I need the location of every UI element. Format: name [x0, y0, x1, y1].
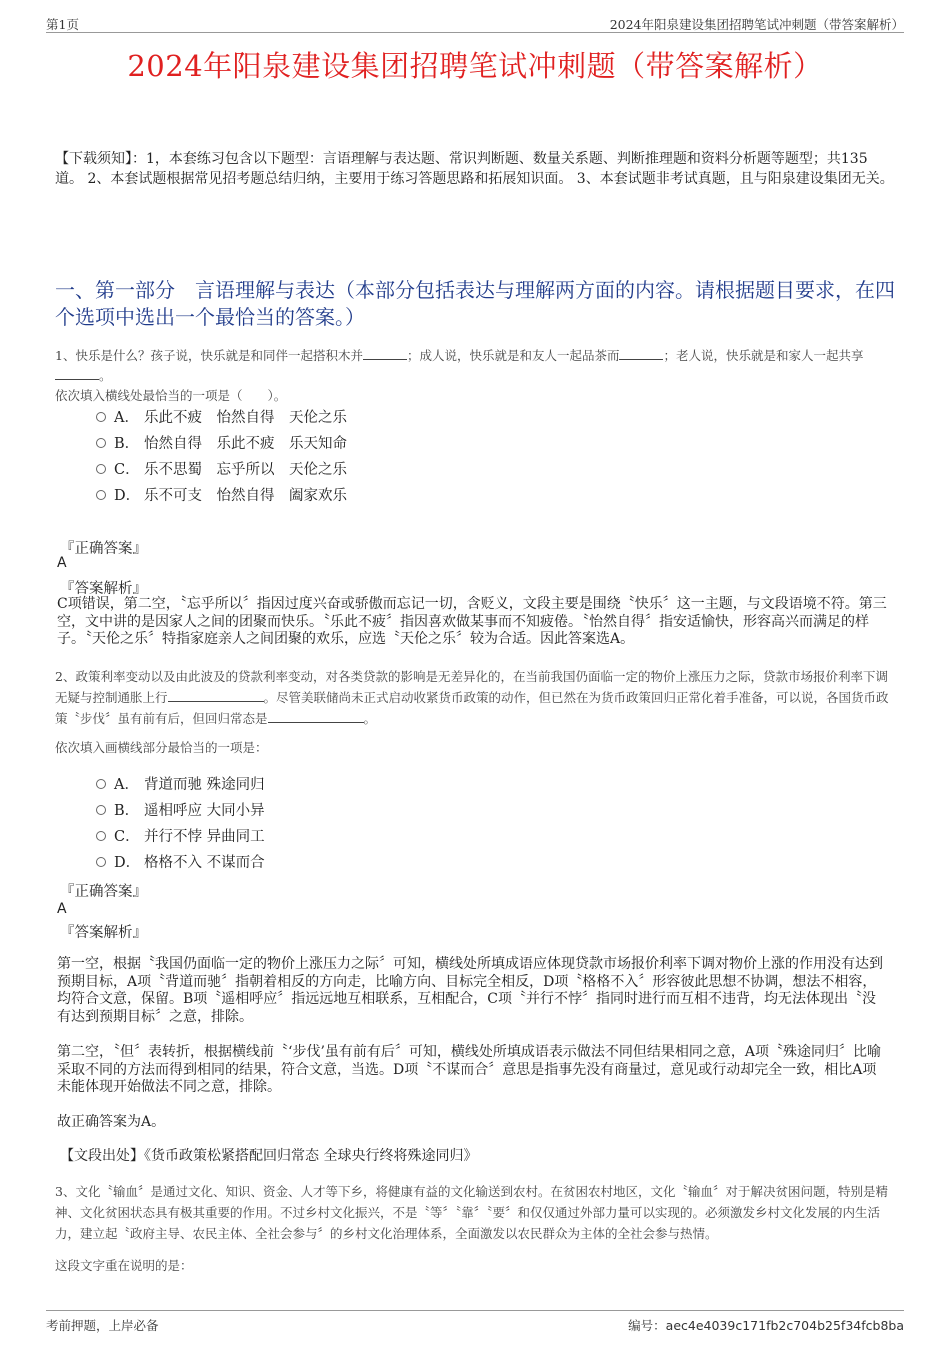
- q1-option-a[interactable]: A． 乐此不疲 怡然自得 天伦之乐: [96, 407, 347, 429]
- q1-option-b[interactable]: B． 怡然自得 乐此不疲 乐天知命: [96, 433, 347, 455]
- radio-icon[interactable]: [96, 805, 106, 815]
- document-title: 2024年阳泉建设集团招聘笔试冲刺题（带答案解析）: [127, 49, 823, 83]
- question-3-instruction: 这段文字重在说明的是：: [55, 1258, 193, 1273]
- page-header: [46, 14, 904, 33]
- radio-icon[interactable]: [96, 490, 106, 500]
- q1-analysis: C项错误，第二空，〝忘乎所以〞指因过度兴奋或骄傲而忘记一切，含贬义，文段主要是围绕〝快乐〞这一主题，与文段语境不符。第三空，文中讲的是因家人之间的团聚而快乐。〝乐此不疲〞指因喜欢做某事而不知疲倦。〝怡然自得〞指安适愉快，形容高兴而满足的样子。〝天伦之乐〞特指家庭亲人之间团聚的欢乐，应选〝天伦之乐〞较为合适。因此答案选A。: [57, 596, 887, 647]
- q2-analysis-paragraph-1: 第一空，根据〝我国仍面临一定的物价上涨压力之际〞可知，横线处所填成语应体现贷款市场报价利率下调对物价上涨的作用没有达到预期目标，A项〝背道而驰〞指朝着相反的方向走，比喻方向、目标完全相反，D项〝格格不入〞形容彼此思想不协调，想法不相容，均符合文意，保留。B项〝遥相呼应〞指远远地互相联系，互相配合，C项〝并行不悖〞指同时进行而互相不违背，均无法体现出〝没有达到预期目标〞之意，排除。: [57, 956, 883, 1025]
- q2-option-a[interactable]: A． 背道而驰 殊途同归: [96, 774, 265, 796]
- radio-icon[interactable]: [96, 779, 106, 789]
- page-footer: [46, 1310, 904, 1331]
- analysis-label: 『答案解析』: [60, 925, 147, 941]
- footer-code: 编号：aec4e4039c171fb2c704b25f34fcb8ba: [628, 1318, 904, 1333]
- footer-slogan: 考前押题，上岸必备: [46, 1318, 159, 1333]
- radio-icon[interactable]: [96, 438, 106, 448]
- q2-analysis-paragraph-2: 第二空，〝但〞表转折，根据横线前〝‘步伐’虽有前有后〞可知，横线处所填成语表示做法不同但结果相同之意，A项〝殊途同归〞比喻采取不同的方法而得到相同的结果，符合文意，当选。D项〝不谋而合〞意思是指事先没有商量过，意见或行动却完全一致，相比A项未能体现开始做法不同之意，排除。: [57, 1044, 882, 1095]
- question-1-instruction: 依次填入横线处最恰当的一项是（ ）。: [55, 388, 287, 403]
- section-heading: 一、第一部分 言语理解与表达（本部分包括表达与理解两方面的内容。请根据题目要求，在四个选项中选出一个最恰当的答案。）: [55, 278, 895, 329]
- q2-answer: A: [57, 901, 67, 917]
- q2-option-b[interactable]: B． 遥相呼应 大同小异: [96, 800, 265, 822]
- radio-icon[interactable]: [96, 464, 106, 474]
- fill-blank: [619, 347, 663, 360]
- q2-option-c[interactable]: C． 并行不悖 异曲同工: [96, 826, 265, 848]
- radio-icon[interactable]: [96, 831, 106, 841]
- q1-answer: A: [57, 555, 67, 571]
- q1-option-c[interactable]: C． 乐不思蜀 忘乎所以 天伦之乐: [96, 459, 347, 481]
- question-3-stem: 3、文化〝输血〞是通过文化、知识、资金、人才等下乡，将健康有益的文化输送到农村。在贫困农村地区，文化〝输血〞对于解决贫困问题，特别是精神、文化贫困状态具有极其重要的作用。不过乡村文化振兴，不是〝等〞〝靠〞〝要〞和仅仅通过外部力量可以实现的。必须激发乡村文化发展的内生活力，建立起〝政府主导、农民主体、全社会参与〞的乡村文化治理体系，全面激发以农民群众为主体的全社会参与热情。: [55, 1184, 888, 1241]
- fill-blank: [55, 367, 99, 380]
- fill-blank: [363, 347, 407, 360]
- question-2-instruction: 依次填入画横线部分最恰当的一项是：: [55, 740, 268, 755]
- q1-option-d[interactable]: D． 乐不可支 怡然自得 阖家欢乐: [96, 485, 347, 507]
- page-number: 第1页: [46, 17, 79, 32]
- download-notice: 【下载须知】：1，本套练习包含以下题型：言语理解与表达题、常识判断题、数量关系题、判断推理题和资料分析题等题型；共135道。 2、本套试题根据常见招考题总结归纳，主要用于练习答题思路和拓展知识面。 3、本套试题非考试真题，且与阳泉建设集团无关。: [55, 151, 894, 187]
- q2-option-d[interactable]: D． 格格不入 不谋而合: [96, 852, 265, 874]
- header-doc-title: 2024年阳泉建设集团招聘笔试冲刺题（带答案解析）: [609, 17, 904, 32]
- radio-icon[interactable]: [96, 857, 106, 867]
- correct-answer-label: 『正确答案』: [60, 884, 147, 900]
- correct-answer-label: 『正确答案』: [60, 541, 147, 557]
- analysis-label: 『答案解析』: [60, 581, 147, 597]
- fill-blank: [268, 710, 364, 723]
- fill-blank: [168, 689, 264, 702]
- q2-source: 【文段出处】《货币政策松紧搭配回归常态 全球央行终将殊途同归》: [60, 1148, 478, 1164]
- question-2-stem: 2、政策利率变动以及由此波及的贷款利率变动，对各类贷款的影响是无差异化的，在当前我国仍面临一定的物价上涨压力之际，贷款市场报价利率下调无疑与控制通胀上行 。尽管美联储尚未正式启动收紧货币政策的动作，但已然在为货币政策回归正常化着手准备，可以说，各国货币政策〝步伐〞虽有前有后，但回归常态是 。: [55, 669, 889, 726]
- question-1-stem: 1、快乐是什么？孩子说，快乐就是和同伴一起搭积木并 ；成人说，快乐就是和友人一起品茶而 ；老人说，快乐就是和家人一起共享。: [55, 348, 864, 383]
- q2-conclusion: 故正确答案为A。: [57, 1114, 166, 1130]
- radio-icon[interactable]: [96, 412, 106, 422]
